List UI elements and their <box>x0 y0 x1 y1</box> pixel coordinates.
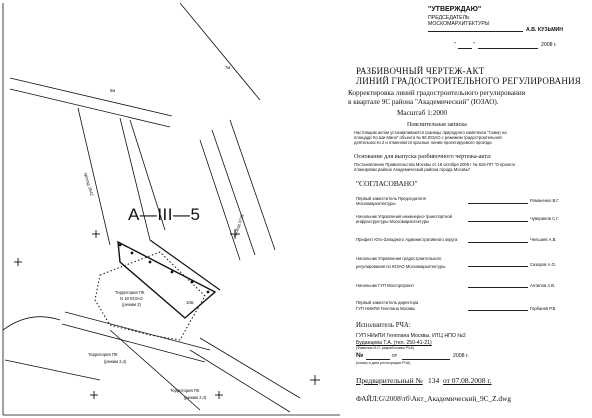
edge-label-1: 5м <box>110 88 116 93</box>
agreed-heading: "СОГЛАСОВАНО" <box>356 179 418 188</box>
street-label-right: проезд 3723 <box>232 213 245 238</box>
top-road-edge-3 <box>180 3 260 100</box>
bottom-block <box>5 360 100 380</box>
registration-number-label: № <box>356 352 364 359</box>
lower-road-4 <box>190 350 290 412</box>
approval-title-1: ПРЕДСЕДАТЕЛЬ <box>428 15 470 21</box>
note-line-2: площади Хо Ши Мина" объекта № 96 ЮЗАО с режимом градостроительной <box>354 135 502 140</box>
street-label-left: проезд 3542 <box>83 172 95 197</box>
approval-signer: А.В. КУЗЬМИН <box>526 27 563 33</box>
basis-heading: Основание для выпуска разбивочного чертежа-акта: <box>354 153 492 160</box>
date-quote-open: " <box>454 42 456 48</box>
date-month-line <box>478 48 538 49</box>
top-road-edge-1 <box>10 78 172 116</box>
drawing-sheet: А—III—5 проезд 3542 проезд 3723 5м 7м 10м Территория ПК N 18 ЮЗАО (режим 2) Территория ПК (режим 2,4) Территория ПК (режим 2,4) "УТВЕРЖДАЮ" ПРЕДСЕДАТЕЛЬ МОСКОМАРХИТЕКТУРЫ А.В. КУЗЬМИН " " 2008 г. РАЗБИВОЧНЫЙ ЧЕРТЕЖ-АКТ ЛИНИЙ ГРАДОСТРОИТЕЛЬНОГО РЕГУЛИРОВАНИЯ Корректировка линий градостроительного регулирования в квартале 9С района "Академический" (ЮЗАО). Масштаб 1:2000 Пояснительная записка Настоящим актом устанавливаются границы природного комплекса "Сквер на площади Хо Ши Мина" объекта № 96 ЮЗАО с режимом градостроительной деятельности 2 и отменяются красные линии проектируемого проезда Основание для выпуска разбивочного чертежа-акта: Постановление Правительства Москвы от 18 октября 2005 г № 815-ПП "О проекте планировки района Академический района города Москвы" "СОГЛАСОВАНО" Первый заместитель Председателя Москомархитектуры Романенко В.Г. Начальник Управления инженерно-транспортной инфраструктуры Москомархитектуры Чуверинов С.Г. Префект Юго-Западного Административного округа Чельшев А.В. Начальник Управления градостроительного регулирования по ЮЗАО Москомархитектуры Сизаров А.О. Начальник ГУП Мосгорпроект Антипов А.В. Первый заместитель директора ГУП НИиПИ Генплана Москвы Горбанев Р.В. Исполнитель РЧА: ГУП НИиПИ Генплана Москвы, ИТЦ НПО №2 Буданцева Т.А. (тел. 250-41-21) (Фамилия И.О. разработчика РЧА) № от 2008 г. (номер и дата регистрации РЧА) Предварительный № 134 от 07.08.2008 г. ФАЙЛ:G\2008\тб\Акт_Академический_9С_Z.dwg <box>0 0 592 418</box>
registration-year: 2008 г. <box>453 353 469 359</box>
basis-line-1: Постановление Правительства Москвы от 18 октября 2005 г № 815-ПП "О проекте <box>354 162 516 167</box>
note-line-3: деятельности 2 и отменяются красные линии проектируемого проезда <box>354 140 492 145</box>
survey-crosses <box>14 229 320 399</box>
executor-person: Буданцева Т.А. (тел. 250-41-21) <box>356 340 432 346</box>
registration-number-line <box>366 359 390 360</box>
edge-label-3: 10м <box>186 300 194 305</box>
registration-from: от <box>392 353 398 359</box>
date-day-line <box>458 48 472 49</box>
document-title-1: РАЗБИВОЧНЫЙ ЧЕРТЕЖ-АКТ <box>356 66 485 76</box>
approval-year: 2008 г. <box>541 42 557 48</box>
document-title-2: ЛИНИЙ ГРАДОСТРОИТЕЛЬНОГО РЕГУЛИРОВАНИЯ <box>356 76 581 86</box>
file-path: ФАЙЛ:G\2008\тб\Акт_Академический_9С_Z.dwg <box>356 394 511 403</box>
top-road-edge-2 <box>10 89 170 127</box>
left-road-edge-1 <box>78 108 110 245</box>
document-subtitle-2: в квартале 9С района "Академический" (ЮЗАО). <box>348 98 499 106</box>
approval-title-2: МОСКОМАРХИТЕКТУРЫ <box>428 21 490 27</box>
document-subtitle-1: Корректировка линий градостроительного регулирования <box>348 89 526 97</box>
note-heading: Пояснительная записка <box>407 122 467 128</box>
registration-caption: (номер и дата регистрации РЧА) <box>356 361 411 365</box>
right-road-edge-1 <box>200 140 240 260</box>
boundary-ticks <box>119 244 210 294</box>
executor-person-caption: (Фамилия И.О. разработчика РЧА) <box>356 346 414 350</box>
date-quote-close: " <box>473 42 475 48</box>
block-label: А—III—5 <box>128 205 201 224</box>
note-line-1: Настоящим актом устанавливаются границы природного комплекса "Сквер на <box>354 130 507 135</box>
nature-complex-boundary <box>95 252 205 340</box>
edge-label-2: 7м <box>225 65 231 70</box>
executor-org: ГУП НИиПИ Генплана Москвы, ИТЦ НПО №2 <box>356 333 466 339</box>
lower-road-3 <box>200 338 300 398</box>
approval-stamp: "УТВЕРЖДАЮ" <box>428 6 482 13</box>
registration-date-line <box>402 359 450 360</box>
executor-heading: Исполнитель РЧА: <box>356 322 411 329</box>
boundary-line-top <box>150 240 220 290</box>
scale-label: Масштаб 1:2000 <box>397 109 448 117</box>
bottom-curve <box>3 317 60 330</box>
signature-line <box>428 31 523 32</box>
basis-line-2: планировки района Академический района города Москвы" <box>354 167 471 172</box>
